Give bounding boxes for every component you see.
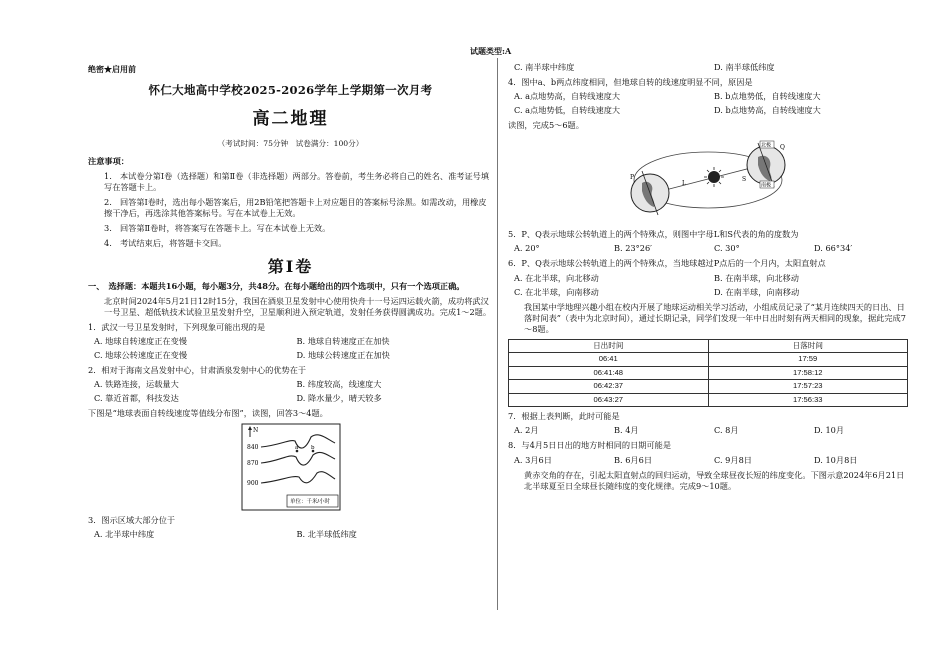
table-row	[509, 380, 908, 394]
notice-item-3: 3. 回答第Ⅱ卷时，将答案写在答题卡上。写在本试卷上无效。	[104, 222, 331, 233]
contour-map-figure	[241, 423, 341, 511]
right-column	[508, 60, 908, 492]
table-cell: 17:58:12	[708, 366, 908, 380]
question-2-stem: 2．相对于海南文昌发射中心，甘肃酒泉发射中心的优势在于	[88, 364, 307, 375]
table-row	[509, 366, 908, 380]
option-8b: B. 6月6日	[614, 454, 653, 465]
notice-item-1: 1. 本试卷分第Ⅰ卷（选择题）和第Ⅱ卷（非选择题）两部分。答卷前，考生务必将自己的姓名、准考证号填写在答题卡上。	[104, 170, 490, 192]
sun-icon	[708, 171, 720, 183]
question-3-stem: 3．图示区域大部分位于	[88, 515, 176, 526]
option-8a: A. 3月6日	[514, 454, 552, 465]
earth-orbit-figure	[628, 135, 788, 225]
option-7b: B. 4月	[614, 425, 639, 436]
option-1c: C. 地球公转速度正在变慢	[94, 349, 188, 360]
point-q-label: Q	[780, 144, 785, 152]
volume-title: 第Ⅰ卷	[267, 256, 314, 276]
left-column	[88, 60, 493, 540]
contour-label-870: 870	[246, 460, 258, 468]
header-sunrise: 日出时间	[509, 339, 709, 353]
option-7d: D. 10月	[814, 425, 845, 436]
sunrise-sunset-table	[508, 339, 908, 408]
question-2-options	[88, 379, 493, 390]
table-cell: 17:56:33	[708, 393, 908, 407]
option-5d: D. 66°34′	[814, 243, 853, 254]
question-2-options-row2	[88, 393, 493, 404]
table-header-row	[509, 339, 908, 353]
contour-label-900: 900	[246, 480, 258, 488]
passage-1: 北京时间2024年5月21日12时15分，我国在酒泉卫星发射中心使用快舟十一号运四运载火箭，成功将武汉一号卫星、超低轨技术试验卫星发射升空，卫星顺利进入预定轨道，发射任务获得圆满成功。完成1～2题。	[104, 295, 492, 317]
table-cell: 06:41:48	[509, 366, 709, 380]
option-6c: C. 在北半球，向南移动	[514, 286, 599, 297]
option-1b: B. 地球自转速度正在加快	[296, 335, 390, 346]
question-1-options	[88, 336, 493, 347]
point-p-label: P	[630, 174, 635, 182]
option-6b: B. 在南半球，向北移动	[714, 272, 799, 283]
subject-title: 高二地理	[252, 109, 329, 130]
question-4-options	[508, 91, 908, 102]
question-5-stem: 5．P、Q表示地球公转轨道上的两个特殊点，则图中字母L和S代表的角的度数为	[508, 229, 799, 240]
table-row	[509, 393, 908, 407]
question-6-options	[508, 273, 908, 284]
column-divider	[497, 58, 498, 610]
secret-label: 绝密★启用前	[88, 64, 136, 74]
option-3a: A. 北半球中纬度	[94, 529, 155, 540]
question-3-options	[88, 529, 493, 540]
south-pole-label: 南极	[761, 182, 772, 189]
option-3c: C. 南半球中纬度	[514, 62, 575, 72]
point-a-label: a	[294, 445, 298, 452]
table-cell: 17:57:23	[708, 380, 908, 394]
exam-info: （考试时间：75分钟 试卷满分：100分）	[217, 139, 364, 149]
option-2d: D. 降水量少，晴天较多	[296, 393, 382, 404]
figure-1-intro: 下图是“地球表面自转线速度等值线分布图”，读图，回答3～4题。	[88, 408, 328, 419]
option-1a: A. 地球自转速度正在变慢	[94, 335, 187, 346]
option-5a: A. 20°	[514, 243, 540, 254]
table-cell: 06:43:27	[509, 393, 709, 407]
option-6d: D. 在南半球，向南移动	[714, 286, 800, 297]
option-2c: C. 靠近首都，科技发达	[94, 393, 179, 404]
table-cell: 06:42:37	[509, 380, 709, 394]
question-7-options	[508, 425, 908, 436]
option-7a: A. 2月	[514, 425, 539, 436]
table-cell: 17:59	[708, 353, 908, 367]
option-4d: D. b点地势高，自转线速度大	[714, 105, 821, 116]
question-1-options-row2	[88, 350, 493, 361]
passage-4: 黄赤交角的存在，引起太阳直射点的回归运动，导致全球昼夜长短的纬度变化。下图示意2024年6月21日北半球夏至日全球昼长随纬度的变化规律。完成9～10题。	[524, 469, 905, 491]
option-1d: D. 地球公转速度正在加快	[296, 349, 390, 360]
header-sunset: 日落时间	[708, 339, 908, 353]
unit-label: 单位：千米/小时	[289, 499, 330, 506]
north-pole-label: 北极	[761, 142, 772, 149]
option-2a: A. 铁路连接，运载量大	[94, 378, 179, 389]
figure-2-wrap	[508, 135, 908, 225]
question-6-stem: 6．P、Q表示地球公转轨道上的两个特殊点，当地球越过P点后的一个月内，太阳直射点	[508, 258, 826, 269]
option-4c: C. a点地势低，自转线速度大	[514, 105, 621, 116]
school-title: 怀仁大地高中学校2025-2026学年上学期第一次月考	[148, 82, 433, 97]
option-4b: B. b点地势低，自转线速度大	[714, 91, 821, 102]
notice-title: 注意事项：	[88, 155, 129, 166]
question-8-options	[508, 455, 908, 466]
option-6a: A. 在北半球，向北移动	[514, 272, 599, 283]
notice-item-4: 4. 考试结束后，将答题卡交回。	[104, 237, 227, 248]
north-label: N	[252, 427, 258, 435]
question-3-options-row2	[508, 62, 908, 73]
contour-label-840: 840	[246, 444, 258, 452]
option-5b: B. 23°26′	[614, 243, 653, 254]
question-4-options-row2	[508, 105, 908, 116]
figure-2-intro: 读图，完成5～6题。	[508, 120, 584, 131]
angle-s-label: S	[742, 176, 747, 184]
notice-item-2: 2. 回答第Ⅰ卷时，选出每小题答案后，用2B铅笔把答题卡上对应题目的答案标号涂黑。如需改动，用橡皮擦干净后，再选涂其他答案标号。写在本试卷上无效。	[104, 196, 487, 218]
option-4a: A. a点地势高，自转线速度大	[514, 91, 621, 102]
section-title: 一、 选择题：本题共16小题，每小题3分，共48分。在每小题给出的四个选项中，只有一个选项正确。	[88, 280, 465, 291]
question-8-stem: 8．与4月5日日出的地方时相同的日期可能是	[508, 440, 672, 451]
question-6-options-row2	[508, 287, 908, 298]
option-7c: C. 8月	[714, 425, 739, 436]
figure-1-wrap	[88, 423, 493, 511]
question-7-stem: 7．根据上表判断，此时可能是	[508, 411, 620, 422]
passage-3: 我国某中学地理兴趣小组在校内开展了地球运动相关学习活动，小组成员记录了“某月连续四天的日出、日落时间表”（表中为北京时间），通过长期记录，同学们发现一年中日出时刻有两天相同的现象，据此完成7～8题。	[524, 301, 906, 334]
option-8c: C. 9月8日	[714, 454, 752, 465]
exam-type-label: 试题类型:A	[470, 46, 512, 56]
point-b-label: b	[310, 445, 315, 452]
table-row	[509, 353, 908, 367]
question-1-stem: 1．武汉一号卫星发射时，下列现象可能出现的是	[88, 321, 266, 332]
question-5-options	[508, 243, 908, 254]
question-4-stem: 4．图中a、b两点纬度相同，但地球自转的线速度明显不同，原因是	[508, 77, 753, 88]
option-2b: B. 纬度较高，线速度大	[296, 378, 382, 389]
table-cell: 06:41	[509, 353, 709, 367]
option-3b: B. 北半球低纬度	[296, 529, 357, 540]
option-5c: C. 30°	[714, 243, 740, 254]
angle-l-label: L	[682, 180, 686, 188]
option-3d: D. 南半球低纬度	[714, 62, 775, 72]
option-8d: D. 10月8日	[814, 454, 858, 465]
